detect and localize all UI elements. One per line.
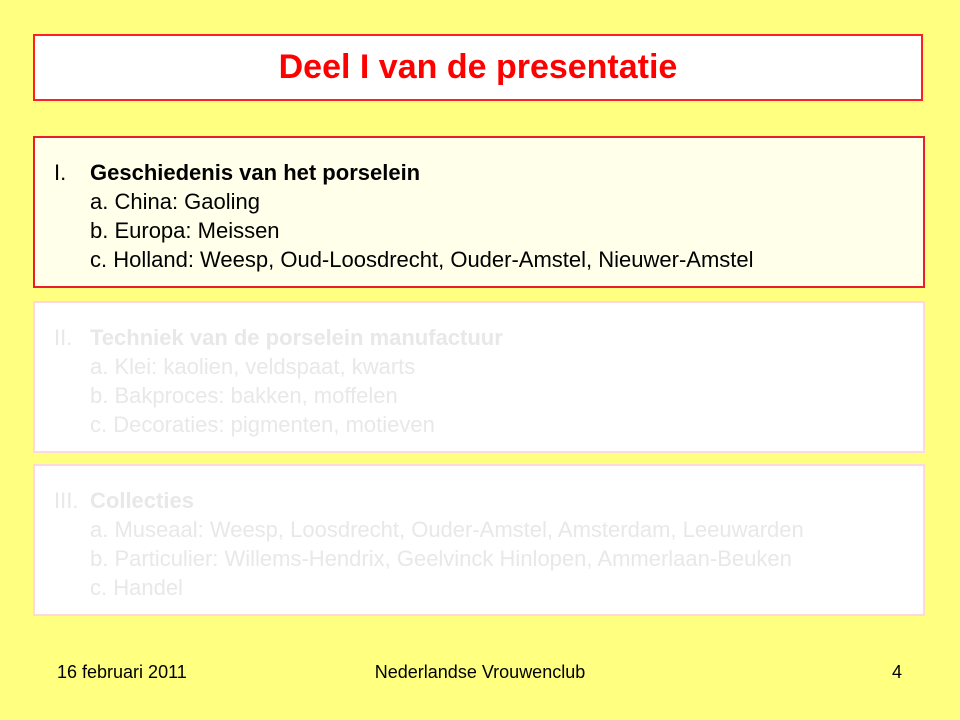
section-item: a. Museaal: Weesp, Loosdrecht, Ouder-Amstel, Amsterdam, Leeuwarden — [90, 517, 804, 542]
slide-title: Deel I van de presentatie — [278, 48, 678, 86]
footer-date: 16 februari 2011 — [57, 662, 187, 682]
section-numeral: I. — [54, 160, 67, 185]
section-techniek — [33, 301, 925, 453]
section-item: b. Bakproces: bakken, moffelen — [90, 383, 398, 408]
section-item: a. Klei: kaolien, veldspaat, kwarts — [90, 354, 416, 379]
footer-organization: Nederlandse Vrouwenclub — [374, 662, 586, 682]
section-heading: Techniek van de porselein manufactuur — [90, 325, 503, 350]
section-geschiedenis — [33, 136, 925, 288]
section-item: a. China: Gaoling — [90, 189, 260, 214]
footer-page-number: 4 — [891, 662, 902, 682]
section-numeral: II. — [54, 325, 73, 350]
section-item: b. Particulier: Willems-Hendrix, Geelvinck Hinlopen, Ammerlaan-Beuken — [90, 546, 792, 571]
slide-title-box — [33, 34, 923, 101]
section-collecties — [33, 464, 925, 616]
section-item: c. Holland: Weesp, Oud-Loosdrecht, Ouder-Amstel, Nieuwer-Amstel — [90, 247, 754, 272]
section-item: c. Handel — [90, 575, 183, 600]
section-item: c. Decoraties: pigmenten, motieven — [90, 412, 435, 437]
section-heading: Collecties — [90, 488, 194, 513]
section-item: b. Europa: Meissen — [90, 218, 280, 243]
section-numeral: III. — [54, 488, 79, 513]
section-heading: Geschiedenis van het porselein — [90, 160, 421, 185]
